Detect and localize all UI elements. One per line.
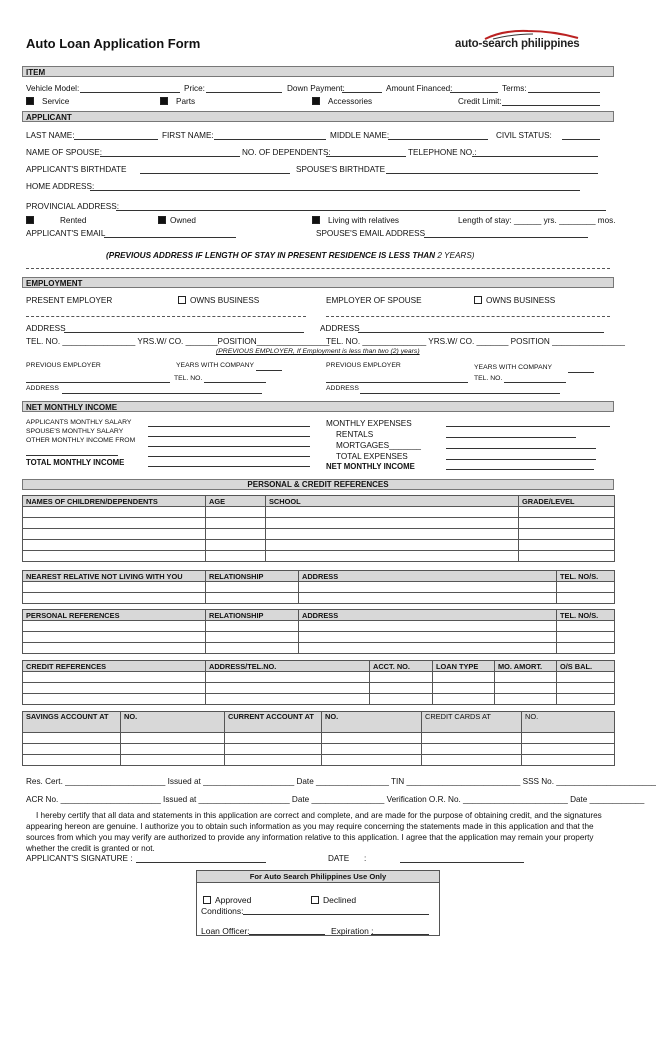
spouse-email-field[interactable] — [424, 237, 588, 238]
office-use-box — [196, 870, 440, 936]
savings-col-account: SAVINGS ACCOUNT AT — [23, 712, 121, 733]
accessories-option[interactable]: Accessories — [312, 97, 372, 106]
spouse-address-label: ADDRESS — [320, 324, 360, 333]
other-income-source-field[interactable] — [26, 455, 118, 456]
spouse-prev-address-label: ADDRESS — [326, 385, 359, 392]
owned-option[interactable]: Owned — [158, 216, 196, 225]
spouse-email-label: SPOUSE'S EMAIL ADDRESS — [316, 229, 426, 238]
signature-field[interactable] — [136, 862, 266, 863]
previous-employer-field[interactable] — [26, 382, 170, 383]
credit-references-table — [22, 660, 615, 705]
declined-option[interactable]: Declined — [311, 895, 356, 905]
logo-text: auto-search philippines — [455, 38, 580, 50]
expiration-field[interactable] — [371, 934, 429, 935]
present-employer-label: PRESENT EMPLOYER — [26, 296, 113, 305]
children-col-school: SCHOOL — [266, 496, 519, 507]
vehicle-model-label: Vehicle Model: — [26, 84, 80, 93]
children-col-grade: GRADE/LEVEL — [519, 496, 615, 507]
rentals-label: RENTALS — [336, 430, 374, 439]
spouse-salary-label: SPOUSE'S MONTHLY SALARY — [26, 428, 124, 435]
table-row — [23, 755, 615, 766]
acr-row: ACR No. ______________________ Issued at ____________________ Date ________________ Verification O.R. No. _______________________ Date ____________ — [26, 795, 645, 804]
personal-col-relationship: RELATIONSHIP — [206, 610, 299, 621]
savings-table — [22, 711, 615, 766]
relative-col-tel: TEL. NO/S. — [557, 571, 615, 582]
spouse-previous-employer-label: PREVIOUS EMPLOYER — [326, 362, 401, 369]
telephone-field[interactable] — [472, 156, 598, 157]
table-row — [23, 672, 615, 683]
spouse-owns-business-option[interactable]: OWNS BUSINESS — [474, 296, 555, 305]
prev-tel-field[interactable] — [204, 382, 266, 383]
provincial-address-label: PROVINCIAL ADDRESS: — [26, 202, 119, 211]
total-income-field[interactable] — [148, 466, 310, 467]
living-relatives-checkbox[interactable] — [312, 216, 320, 224]
first-name-field[interactable] — [214, 139, 326, 140]
total-expenses-field[interactable] — [446, 459, 596, 460]
vehicle-model-field[interactable] — [80, 92, 180, 93]
personal-col-address: ADDRESS — [299, 610, 557, 621]
down-payment-field[interactable] — [342, 92, 382, 93]
net-income-label: NET MONTHLY INCOME — [326, 462, 415, 471]
credit-col-balance: O/S BAL. — [557, 661, 615, 672]
previous-employer-label: PREVIOUS EMPLOYER — [26, 362, 101, 369]
table-row — [23, 518, 615, 529]
children-col-age: AGE — [206, 496, 266, 507]
service-option[interactable]: Service — [26, 97, 69, 106]
prev-address-label: ADDRESS — [26, 385, 59, 392]
years-company-label: YEARS WITH COMPANY — [176, 362, 255, 369]
service-checkbox[interactable] — [26, 97, 34, 105]
employment-header: EMPLOYMENT — [22, 277, 614, 288]
employer-spouse-label: EMPLOYER OF SPOUSE — [326, 296, 422, 305]
employer-tel-row: TEL. NO. ________________ YRS.W/ CO. _______POSITION________________ — [26, 337, 330, 346]
item-row-1 — [26, 84, 79, 93]
conditions-field[interactable] — [243, 914, 429, 915]
total-expenses-label: TOTAL EXPENSES — [336, 452, 408, 461]
table-row — [23, 507, 615, 518]
expenses-label: MONTHLY EXPENSES — [326, 419, 412, 428]
birthdate-label: APPLICANT'S BIRTHDATE — [26, 165, 127, 174]
provincial-address-field[interactable] — [116, 210, 606, 211]
other-income-field[interactable] — [148, 446, 310, 447]
home-address-label: HOME ADDRESS: — [26, 182, 95, 191]
current-col-no: NO. — [322, 712, 422, 733]
living-relatives-option[interactable]: Living with relatives — [312, 216, 399, 225]
company-logo — [455, 28, 615, 54]
cards-col-no: NO. — [522, 712, 615, 733]
signature-date-label: DATE — [328, 854, 350, 863]
spouse-prev-tel-field[interactable] — [504, 382, 566, 383]
parts-checkbox[interactable] — [160, 97, 168, 105]
table-row — [23, 643, 615, 654]
credit-col-loan-type: LOAN TYPE — [433, 661, 495, 672]
spouse-owns-business-checkbox[interactable] — [474, 296, 482, 304]
children-col-name: NAMES OF CHILDREN/DEPENDENTS — [23, 496, 206, 507]
item-header: ITEM — [22, 66, 614, 77]
relative-table — [22, 570, 615, 604]
mortgages-field[interactable] — [446, 448, 596, 449]
applicant-email-field[interactable] — [104, 237, 236, 238]
amount-financed-field[interactable] — [450, 92, 498, 93]
signature-date-field[interactable] — [400, 862, 524, 863]
civil-status-field[interactable] — [562, 139, 600, 140]
accessories-checkbox[interactable] — [312, 97, 320, 105]
income-header: NET MONTHLY INCOME — [22, 401, 614, 412]
spouse-previous-employer-field[interactable] — [326, 382, 468, 383]
table-row — [23, 744, 615, 755]
price-label: Price: — [184, 84, 205, 93]
applicant-header: APPLICANT — [22, 111, 614, 122]
children-table — [22, 495, 615, 562]
loan-officer-field[interactable] — [249, 934, 325, 935]
employer-address-field[interactable] — [64, 332, 304, 333]
savings-col-no: NO. — [121, 712, 225, 733]
telephone-label: TELEPHONE NO.: — [408, 148, 477, 157]
res-cert-row: Res. Cert. ______________________ Issued at ____________________ Date ________________ TIN _________________________ SSS No. ______________________ — [26, 777, 656, 786]
previous-address-field[interactable] — [26, 268, 610, 269]
owned-checkbox[interactable] — [158, 216, 166, 224]
employer-spouse-field[interactable] — [326, 316, 610, 317]
terms-field[interactable] — [528, 92, 600, 93]
amount-financed-label: Amount Financed: — [386, 84, 453, 93]
birthdate-field[interactable] — [140, 173, 290, 174]
spouse-salary-field[interactable] — [148, 436, 310, 437]
mortgages-label: MORTGAGES_______ — [336, 441, 421, 450]
length-of-stay: Length of stay: ______ yrs. ________ mos. — [458, 216, 616, 225]
approved-option[interactable]: Approved — [203, 895, 251, 905]
expiration-label: Expiration : — [331, 926, 374, 936]
home-address-field[interactable] — [90, 190, 580, 191]
spouse-prev-address-field[interactable] — [360, 393, 560, 394]
previous-employer-note: (PREVIOUS EMPLOYER, If Employment is less than two (2) years) — [216, 348, 420, 355]
table-row — [23, 632, 615, 643]
present-employer-field[interactable] — [26, 316, 306, 317]
prev-address-field[interactable] — [62, 393, 262, 394]
credit-limit-field[interactable] — [502, 105, 600, 106]
personal-col-name: PERSONAL REFERENCES — [23, 610, 206, 621]
spouse-birthdate-label: SPOUSE'S BIRTHDATE — [296, 165, 386, 174]
applicant-salary-label: APPLICANTS MONTHLY SALARY — [26, 419, 132, 426]
credit-col-address: ADDRESS/TEL.NO. — [206, 661, 370, 672]
personal-col-tel: TEL. NO/S. — [557, 610, 615, 621]
spouse-name-field[interactable] — [100, 156, 240, 157]
credit-limit-label: Credit Limit: — [458, 97, 502, 106]
first-name-label: FIRST NAME: — [162, 131, 214, 140]
credit-col-amort: MO. AMORT. — [495, 661, 557, 672]
parts-option[interactable]: Parts — [160, 97, 195, 106]
certification-text: I hereby certify that all data and statements in this application are correct and complete, and are made for the purpose of obtaining credit, and the signatures appearing hereon are genuine. I authorize you to obtain such information as you may require concerning the statements made in this application and that the sources from which you may verify are authorized to provide any information relative to this application. I agree that the application may remain your property whether the credit is granted or not. — [26, 811, 602, 853]
relative-col-address: ADDRESS — [299, 571, 557, 582]
loan-officer-label: Loan Officer: — [201, 926, 250, 936]
table-row — [23, 694, 615, 705]
table-row — [23, 733, 615, 744]
table-row — [23, 683, 615, 694]
references-header: PERSONAL & CREDIT REFERENCES — [22, 479, 614, 490]
rented-checkbox[interactable] — [26, 216, 34, 224]
applicant-email-label: APPLICANT'S EMAIL — [26, 229, 106, 238]
conditions-label: Conditions: — [201, 906, 244, 916]
table-row — [23, 529, 615, 540]
credit-col-name: CREDIT REFERENCES — [23, 661, 206, 672]
terms-label: Terms: — [502, 84, 527, 93]
spouse-name-label: NAME OF SPOUSE: — [26, 148, 102, 157]
middle-name-label: MIDDLE NAME: — [330, 131, 390, 140]
declined-checkbox[interactable] — [311, 896, 319, 904]
net-income-field[interactable] — [446, 469, 594, 470]
form-title: Auto Loan Application Form — [26, 36, 201, 51]
civil-status-label: CIVIL STATUS: — [496, 131, 552, 140]
table-row — [23, 551, 615, 562]
personal-references-table — [22, 609, 615, 654]
spouse-years-company-field[interactable] — [568, 372, 594, 373]
approved-checkbox[interactable] — [203, 896, 211, 904]
spouse-birthdate-field[interactable] — [386, 173, 598, 174]
applicant-salary-field[interactable] — [148, 426, 310, 427]
last-name-label: LAST NAME: — [26, 131, 75, 140]
rentals-field[interactable] — [446, 437, 576, 438]
owns-business-checkbox[interactable] — [178, 296, 186, 304]
spouse-prev-tel-label: TEL. NO. — [474, 375, 503, 382]
credit-col-acct: ACCT. NO. — [370, 661, 433, 672]
expenses-field[interactable] — [446, 426, 610, 427]
rented-option[interactable]: Rented — [26, 216, 86, 225]
current-col-account: CURRENT ACCOUNT AT — [225, 712, 322, 733]
last-name-field[interactable] — [74, 139, 158, 140]
relative-col-name: NEAREST RELATIVE NOT LIVING WITH YOU — [23, 571, 206, 582]
previous-address-note: (PREVIOUS ADDRESS IF LENGTH OF STAY IN PRESENT RESIDENCE IS LESS THAN 2 YEARS) — [106, 251, 475, 260]
relative-col-relationship: RELATIONSHIP — [206, 571, 299, 582]
income-extra-field[interactable] — [148, 456, 310, 457]
dependents-label: NO. OF DEPENDENTS: — [242, 148, 331, 157]
spouse-years-company-label: YEARS WITH COMPANY — [474, 364, 553, 371]
middle-name-field[interactable] — [388, 139, 488, 140]
table-row — [23, 621, 615, 632]
total-income-label: TOTAL MONTHLY INCOME — [26, 458, 125, 467]
price-field[interactable] — [206, 92, 282, 93]
table-row — [23, 540, 615, 551]
spouse-employer-address-field[interactable] — [358, 332, 604, 333]
cards-col-name: CREDIT CARDS AT — [422, 712, 522, 733]
other-income-label: OTHER MONTHLY INCOME FROM — [26, 437, 136, 444]
prev-tel-label: TEL. NO. — [174, 375, 203, 382]
dependents-field[interactable] — [326, 156, 406, 157]
signature-label: APPLICANT'S SIGNATURE : — [26, 854, 133, 863]
signature-date-colon: : — [364, 854, 367, 863]
office-use-header: For Auto Search Philippines Use Only — [197, 871, 439, 883]
years-company-field[interactable] — [256, 370, 282, 371]
owns-business-option[interactable]: OWNS BUSINESS — [178, 296, 259, 305]
down-payment-label: Down Payment: — [287, 84, 345, 93]
table-row — [23, 582, 615, 593]
address-label: ADDRESS — [26, 324, 66, 333]
spouse-tel-row: TEL. NO. ______________ YRS.W/ CO. _______ POSITION ________________ — [326, 337, 625, 346]
table-row — [23, 593, 615, 604]
